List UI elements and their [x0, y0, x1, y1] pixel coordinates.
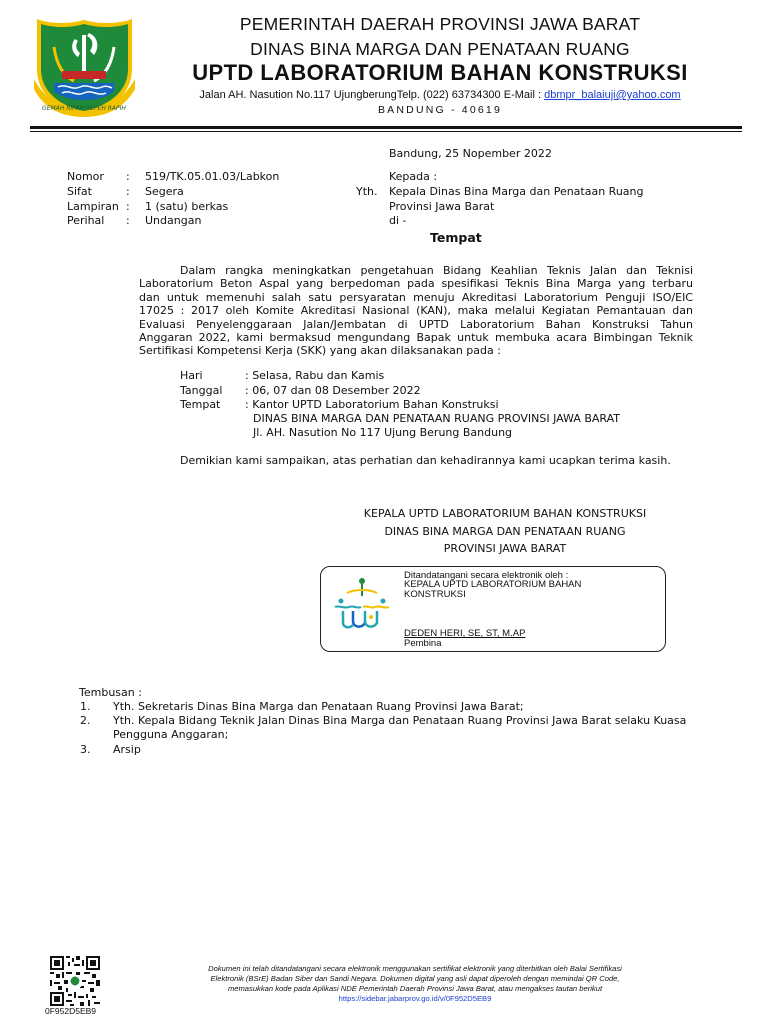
letterhead-unit: UPTD LABORATORIUM BAHAN KONSTRUKSI — [192, 60, 688, 85]
recipient-line1: Kepala Dinas Bina Marga dan Penataan Ruang — [389, 185, 644, 198]
tembusan-title: Tembusan : — [79, 686, 142, 699]
meta-label-nomor: Nomor — [67, 170, 104, 183]
recipient-tempat: Tempat — [430, 230, 482, 245]
footer-line2: Elektronik (BSrE) Badan Siber dan Sandi Negara. Dokumen digital yang asli dapat diperoleh dengan memindai QR Code, — [210, 974, 620, 983]
meta-value-lampiran: 1 (satu) berkas — [145, 200, 229, 213]
letterhead-city: BANDUNG - 40619 — [377, 104, 503, 116]
event-value-hari: : Selasa, Rabu dan Kamis — [245, 369, 385, 382]
paragraph-line: 17025 : 2017 oleh Komite Akreditasi Nasional (KAN), maka melalui Kegiatan Pemantauan dan — [139, 304, 693, 318]
signature-title-line3: PROVINSI JAWA BARAT — [443, 542, 567, 555]
event-label-tanggal: Tanggal — [180, 384, 223, 397]
letterhead-government: PEMERINTAH DAERAH PROVINSI JAWA BARAT — [239, 14, 641, 34]
event-address-line2: Jl. AH. Nasution No 117 Ujung Berung Bandung — [253, 426, 513, 439]
event-label-tempat: Tempat — [180, 398, 221, 411]
qr-code-icon[interactable] — [50, 956, 100, 1006]
e-signature-signer-title1: KEPALA UPTD LABORATORIUM BAHAN — [404, 579, 582, 590]
meta-value-nomor: 519/TK.05.01.03/Labkon — [145, 170, 280, 183]
paragraph-line: Sertifikasi Kompetensi Kerja (SKK) yang akan dilaksanakan pada : — [139, 344, 501, 358]
recipient-line2: Provinsi Jawa Barat — [389, 200, 495, 213]
letterhead-agency: DINAS BINA MARGA DAN PENATAAN RUANG — [250, 39, 630, 59]
paragraph-line: Anggaran 2022, kami bermaksud mengundang Bapak untuk membuka acara Bimbingan Teknik — [139, 331, 693, 345]
event-value-tempat: : Kantor UPTD Laboratorium Bahan Konstruksi — [245, 398, 499, 411]
meta-value-sifat: Segera — [145, 185, 184, 198]
body-paragraph — [139, 264, 693, 358]
meta-colon: : — [126, 200, 130, 213]
paragraph-line: Evaluasi Penyelenggaraan Jalan/Jembatan di UPTD Laboratorium Bahan Konstruksi Tahun — [139, 317, 693, 331]
address-text: Jalan AH. Nasution No.117 UjungberungTelp. (022) 63734300 E-Mail : — [199, 89, 545, 101]
event-address-line1: DINAS BINA MARGA DAN PENATAAN RUANG PROVINSI JAWA BARAT — [253, 412, 621, 425]
svg-text:GEMAH RIPAH REPEH RAPIH: GEMAH RIPAH REPEH RAPIH — [42, 105, 126, 112]
qr-code-label: 0F952D5EB9 — [45, 1006, 97, 1016]
meta-value-perihal: Undangan — [145, 214, 202, 227]
meta-colon: : — [126, 185, 130, 198]
tembusan-item: Arsip — [113, 743, 141, 756]
e-signature-signer-title2: KONSTRUKSI — [404, 589, 466, 600]
e-signature-emblem-icon — [327, 575, 397, 631]
closing-sentence: Demikian kami sampaikan, atas perhatian dan kehadirannya kami ucapkan terima kasih. — [180, 454, 671, 467]
e-signature-note: Ditandatangani secara elektronik oleh : — [404, 570, 569, 581]
meta-label-lampiran: Lampiran — [67, 200, 119, 213]
email-link[interactable]: dbmpr_balaiuji@yahoo.com — [544, 89, 681, 101]
tembusan-item: Yth. Sekretaris Dinas Bina Marga dan Penataan Ruang Provinsi Jawa Barat; — [113, 700, 524, 713]
place-date: Bandung, 25 Nopember 2022 — [389, 147, 552, 160]
e-signature-rank: Pembina — [404, 638, 442, 649]
tembusan-item: Yth. Kepala Bidang Teknik Jalan Dinas Bina Marga dan Penataan Ruang Provinsi Jawa Barat selaku Kuasa — [113, 714, 687, 727]
tembusan-number: 2. — [80, 714, 91, 727]
paragraph-line: dan untuk memenuhi salah satu persyaratan menuju Akreditasi Laboratorium Penguji ISO/EIC — [139, 290, 693, 304]
meta-colon: : — [126, 170, 130, 183]
tembusan-item-continued: Pengguna Anggaran; — [113, 728, 229, 741]
meta-colon: : — [126, 214, 130, 227]
letterhead-divider-thin — [30, 131, 742, 132]
tembusan-number: 3. — [80, 743, 91, 756]
footer-line3: memasukkan kode pada Aplikasi NDE Pemerintah Daerah Provinsi Jawa Barat, atau mengakses tautan berikut — [227, 984, 603, 993]
event-label-hari: Hari — [180, 369, 203, 382]
verification-link[interactable]: https://sidebar.jabarprov.go.id/v/0F952D5EB9 — [338, 994, 492, 1003]
meta-label-perihal: Perihal — [67, 214, 105, 227]
recipient-kepada: Kepada : — [389, 170, 438, 183]
e-signature-name: DEDEN HERI, SE, ST, M.AP — [404, 628, 526, 639]
paragraph-line: Dalam rangka meningkatkan pengetahuan Bidang Keahlian Teknis Jalan dan Teknisi — [180, 264, 693, 277]
tembusan-number: 1. — [80, 700, 91, 713]
letterhead-address — [140, 89, 740, 101]
meta-label-sifat: Sifat — [67, 185, 92, 198]
event-value-tanggal: : 06, 07 dan 08 Desember 2022 — [245, 384, 421, 397]
footer-line1: Dokumen ini telah ditandatangani secara elektronik menggunakan sertifikat elektronik yang diterbitkan oleh Balai Sertifikasi — [208, 964, 622, 973]
recipient-yth: Yth. — [356, 185, 378, 198]
west-java-emblem-icon — [32, 17, 137, 117]
recipient-di: di - — [389, 214, 407, 227]
letterhead-divider-thick — [30, 126, 742, 129]
signature-title-line1: KEPALA UPTD LABORATORIUM BAHAN KONSTRUKSI — [363, 507, 647, 520]
signature-title-line2: DINAS BINA MARGA DAN PENATAAN RUANG — [384, 525, 626, 538]
paragraph-line: Laboratorium Beton Aspal yang berpedoman pada spesifikasi Teknis Bina Marga yang terbaru — [139, 277, 693, 291]
